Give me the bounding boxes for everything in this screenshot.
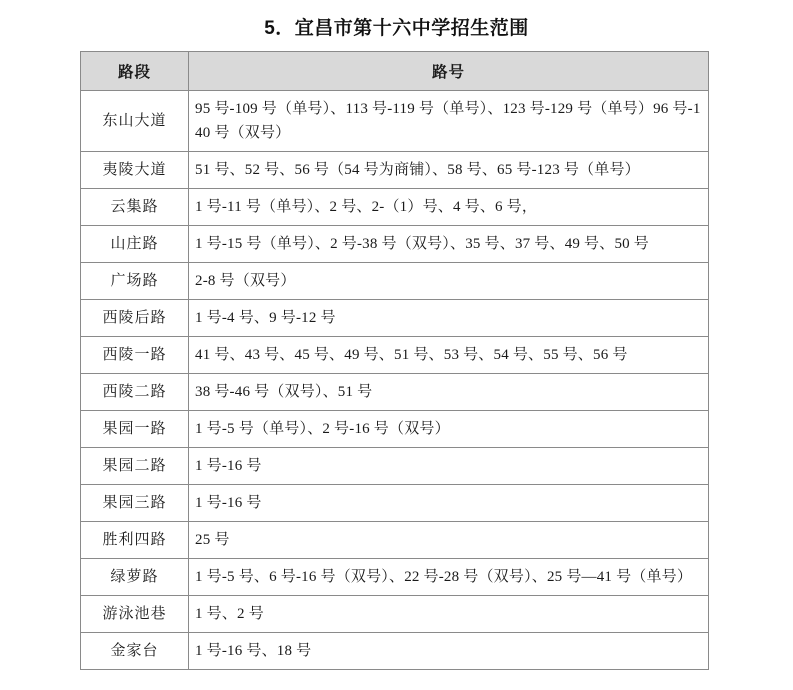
road-numbers-cell: 1 号、2 号: [189, 596, 709, 633]
road-name-cell: 夷陵大道: [81, 152, 189, 189]
road-name-cell: 金家台: [81, 633, 189, 670]
table-body: [81, 91, 709, 670]
column-header-road: 路段: [81, 52, 189, 91]
table-header: [81, 52, 709, 91]
table-row: [81, 337, 709, 374]
road-name-cell: 绿萝路: [81, 559, 189, 596]
road-name-cell: 山庄路: [81, 226, 189, 263]
road-name-cell: 西陵一路: [81, 337, 189, 374]
road-name-cell: 东山大道: [81, 91, 189, 152]
table-row: [81, 152, 709, 189]
road-name-cell: 游泳池巷: [81, 596, 189, 633]
road-name-cell: 胜利四路: [81, 522, 189, 559]
road-numbers-cell: 1 号-4 号、9 号-12 号: [189, 300, 709, 337]
road-numbers-cell: 41 号、43 号、45 号、49 号、51 号、53 号、54 号、55 号、56 号: [189, 337, 709, 374]
road-numbers-cell: 1 号-11 号（单号）、2 号、2-（1）号、4 号、6 号，: [189, 189, 709, 226]
enrollment-range-table-container: [80, 51, 708, 670]
road-numbers-cell: 1 号-5 号（单号）、2 号-16 号（双号）: [189, 411, 709, 448]
table-row: [81, 596, 709, 633]
page-title: 5．宜昌市第十六中学招生范围: [264, 18, 529, 39]
road-numbers-cell: 1 号-16 号: [189, 485, 709, 522]
road-name-cell: 果园一路: [81, 411, 189, 448]
table-row: [81, 485, 709, 522]
table-row: [81, 300, 709, 337]
road-name-cell: 果园三路: [81, 485, 189, 522]
table-row: [81, 263, 709, 300]
table-row: [81, 522, 709, 559]
table-row: [81, 411, 709, 448]
road-name-cell: 西陵二路: [81, 374, 189, 411]
table-row: [81, 226, 709, 263]
table-row: [81, 448, 709, 485]
road-name-cell: 西陵后路: [81, 300, 189, 337]
road-name-cell: 广场路: [81, 263, 189, 300]
table-row: [81, 189, 709, 226]
table-header-row: [81, 52, 709, 91]
road-numbers-cell: 51 号、52 号、56 号（54 号为商铺）、58 号、65 号-123 号（单号）: [189, 152, 709, 189]
road-numbers-cell: 1 号-16 号: [189, 448, 709, 485]
road-numbers-cell: 38 号-46 号（双号）、51 号: [189, 374, 709, 411]
road-name-cell: 云集路: [81, 189, 189, 226]
column-header-numbers: 路号: [189, 52, 709, 91]
enrollment-range-table: [80, 51, 709, 670]
road-numbers-cell: 1 号-15 号（单号）、2 号-38 号（双号）、35 号、37 号、49 号、50 号: [189, 226, 709, 263]
table-row: [81, 633, 709, 670]
road-numbers-cell: 1 号-16 号、18 号: [189, 633, 709, 670]
road-name-cell: 果园二路: [81, 448, 189, 485]
table-row: [81, 91, 709, 152]
road-numbers-cell: 25 号: [189, 522, 709, 559]
table-row: [81, 374, 709, 411]
road-numbers-cell: 2-8 号（双号）: [189, 263, 709, 300]
table-row: [81, 559, 709, 596]
road-numbers-cell: 1 号-5 号、6 号-16 号（双号）、22 号-28 号（双号）、25 号—41 号（单号）: [189, 559, 709, 596]
road-numbers-cell: 95 号-109 号（单号）、113 号-119 号（单号）、123 号-129 号（单号）96 号-140 号（双号）: [189, 91, 709, 152]
